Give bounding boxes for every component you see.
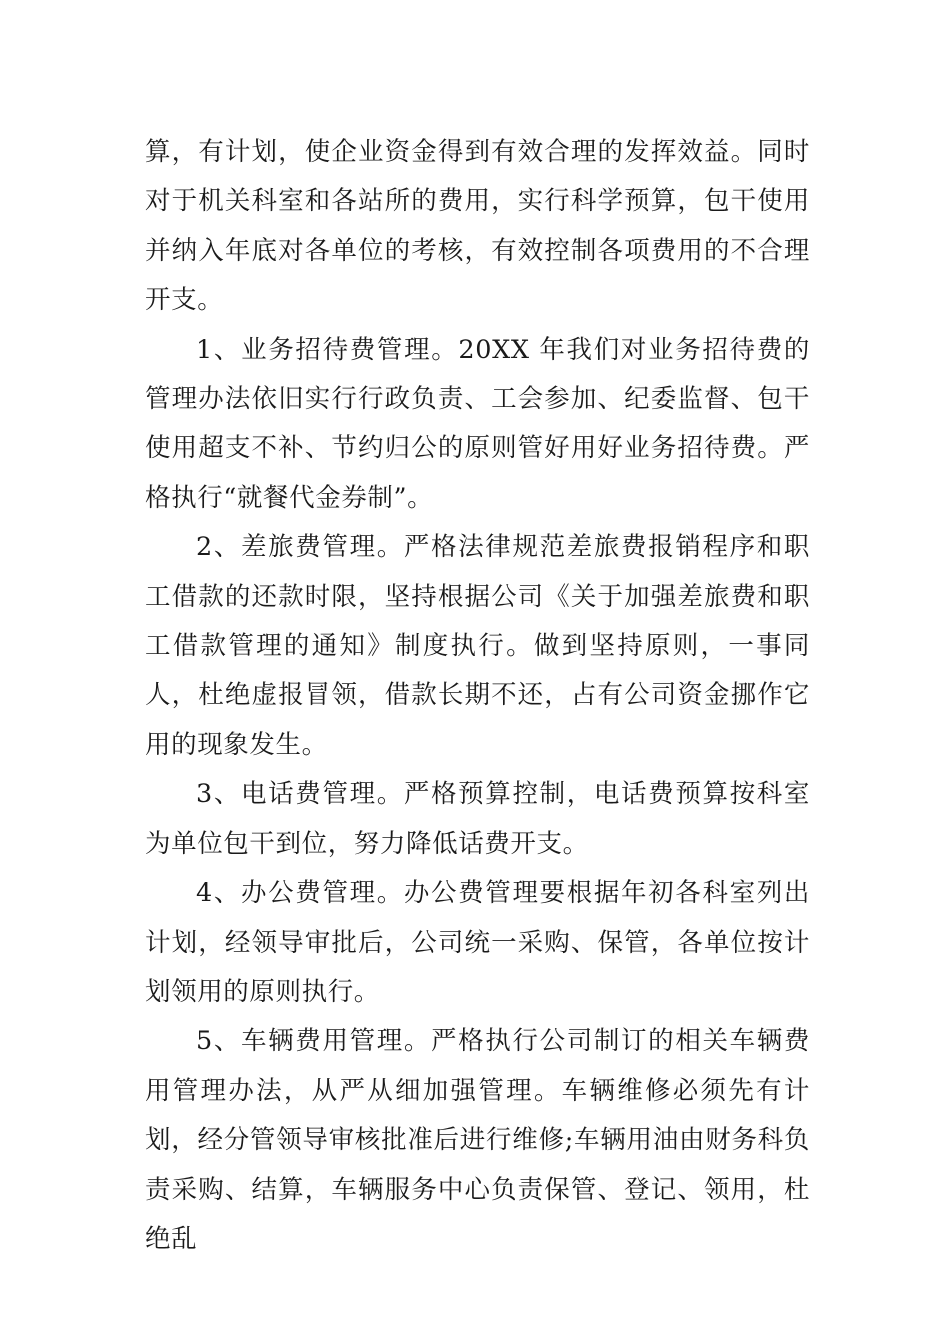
document-body — [145, 128, 810, 1264]
paragraph-vehicle-expense: 5、车辆费用管理。严格执行公司制订的相关车辆费用管理办法，从严从细加强管理。车辆维修必须先有计划，经分管领导审核批准后进行维修;车辆用油由财务科负责采购、结算，车辆服务中心负责保管、登记、领用，杜绝乱 — [145, 1026, 810, 1254]
paragraph-budget-continuation: 算，有计划，使企业资金得到有效合理的发挥效益。同时对于机关科室和各站所的费用，实行科学预算，包干使用并纳入年底对各单位的考核，有效控制各项费用的不合理开支。 — [145, 137, 810, 316]
paragraph-office-expense: 4、办公费管理。办公费管理要根据年初各科室列出计划，经领导审批后，公司统一采购、保管，各单位按计划领用的原则执行。 — [145, 878, 810, 1007]
paragraph-telephone-expense: 3、电话费管理。严格预算控制，电话费预算按科室为单位包干到位，努力降低话费开支。 — [145, 779, 810, 859]
paragraph-travel-expense: 2、差旅费管理。严格法律规范差旅费报销程序和职工借款的还款时限，坚持根据公司《关于加强差旅费和职工借款管理的通知》制度执行。做到坚持原则，一事同人，杜绝虚报冒领，借款长期不还，占有公司资金挪作它用的现象发生。 — [145, 532, 810, 760]
paragraph-hospitality-expense: 1、业务招待费管理。20XX 年我们对业务招待费的管理办法依旧实行行政负责、工会参加、纪委监督、包干使用超支不补、节约归公的原则管好用好业务招待费。严格执行“就餐代金券制”。 — [145, 334, 810, 513]
